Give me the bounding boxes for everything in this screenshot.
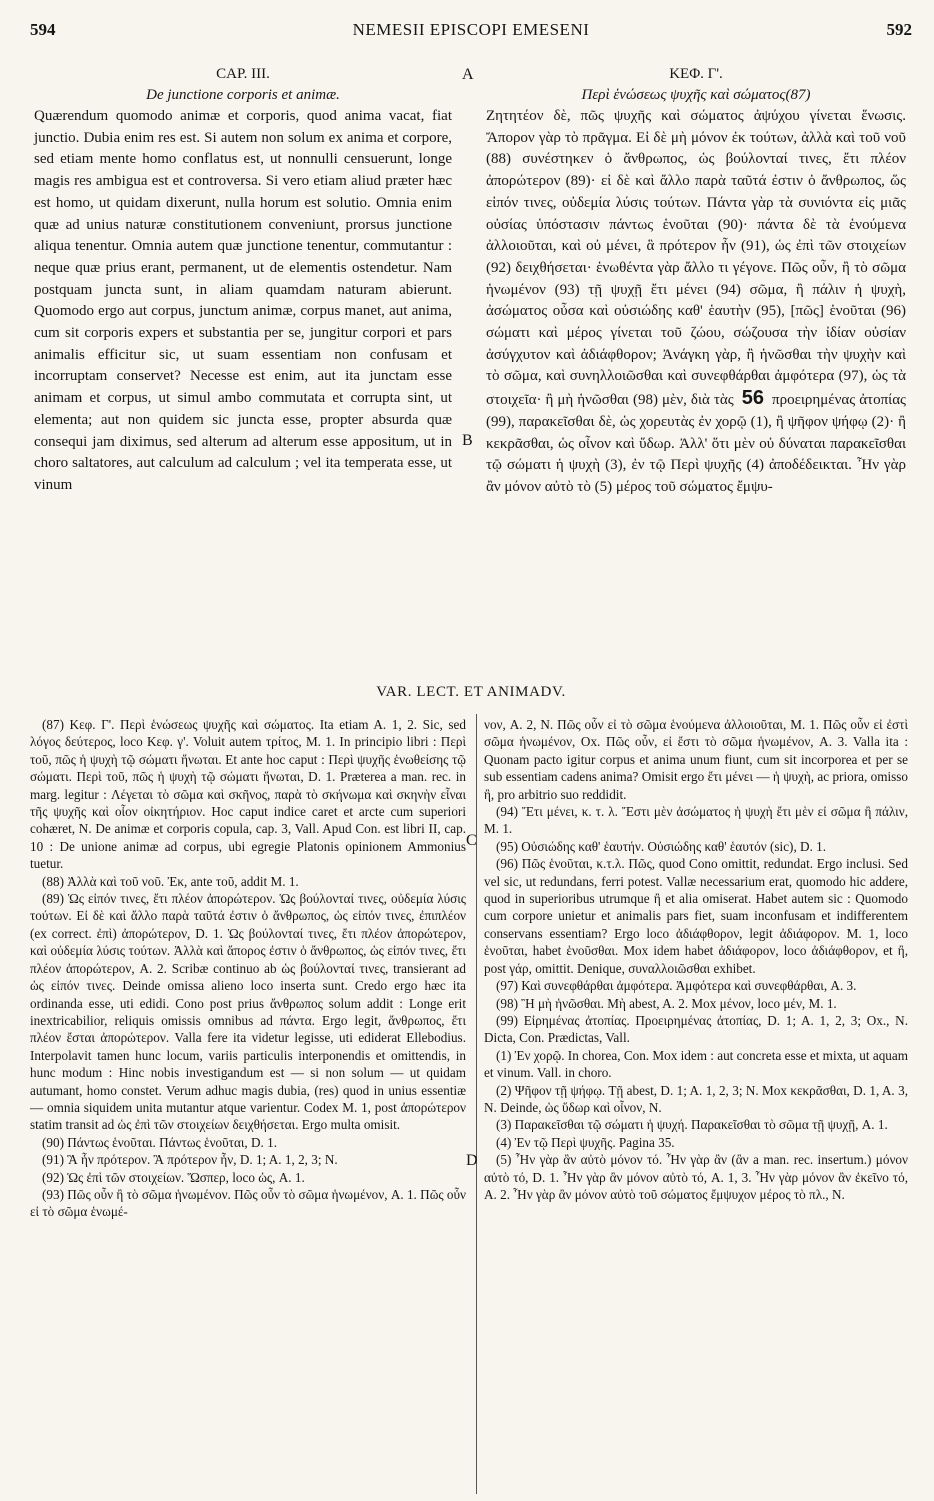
page-number-right: 592 <box>886 20 912 39</box>
note-98: (98) Ἢ μὴ ἡνῶσθαι. Μὴ abest, A. 2. Mox μένον, loco μέν, M. 1. <box>496 995 837 1011</box>
note-1: (1) Ἐν χορῷ. In chorea, Con. Mox idem : aut concreta esse et mixta, ut aquam et vinum. Vall. in choro. <box>484 1047 909 1081</box>
greek-text-part-1: Ζητητέον δὲ, πῶς ψυχῆς καὶ σώματος ἀψύχου γίνεται ἕνωσις. Ἄπορον γὰρ τὸ πρᾶγμα. Εἰ δὲ μὴ μόνον ἐκ τούτων, ἀλλὰ καὶ τοῦ νοῦ (88) συνέστηκεν ὁ ἄνθρωπος, ὡς βούλονταί τινες, ἔτι πλέον ἀπορώτερον (89)· εἰ δὲ καὶ ἄλλο παρὰ ταῦτά ἐστιν ὁ ἄνθρωπος, ὥς εἰπόν τινες, οὐδεμία λύσις τούτων. Πάντα γὰρ τὰ συνιόντα εἰς μιᾶς οὐσίας ὑπόστασιν πάντως ἑνοῦται (90)· πάντα δὲ τὰ ἑνούμενα ἀλλοιοῦται, καὶ οὐ μένει, ἃ πρότερον ἦν (91), ὡς ἐπὶ τῶν στοιχείων (92) δειχθήσεται· ἑνωθέντα γὰρ ἄλλο τι γέγονε. Πῶς οὖν, ἢ τὸ σῶμα ἡνωμένον (93) τῇ ψυχῇ ἔτι μένει (94) σῶμα, ἢ πάλιν ἡ ψυχὴ, ἀσώματος οὖσα καὶ οὐσιώδης καθ' ἑαυτὴν (95), [πῶς] ἑνοῦται (96) σώματι καὶ μέρος γίνεται τοῦ ζώου, σώζουσα τὴν ἰδίαν οὐσίαν ἀσύγχυτον καὶ ἀδιάφθορον; Ἀνάγκη γὰρ, ἢ ἡνῶσθαι τὴν ψυχὴν καὶ τὸ σῶμα, καὶ συνηλλοιῶσθαι καὶ συνεφθάρθαι ἀμφότερα (97), ὡς τὰ στοιχεῖα· ἢ μὴ ἡνῶσθαι (98) μὲν, διὰ τὰς <box>486 108 906 409</box>
note-3: (3) Παρακεῖσθαι τῷ σώματι ἡ ψυχή. Παρακεῖσθαι τὸ σῶμα τῇ ψυχῇ, A. 1. <box>496 1117 888 1133</box>
greek-text-part-2: προειρημένας ἀτοπίας (99), παρακεῖσθαι δὲ, ὡς χορευτὰς ἐν χορῷ (1), ἢ ψῆφον ψήφῳ (2)· ἢ κεκρᾶσθαι, ὡς οἶνον καὶ ὕδωρ. Ἀλλ' ὅτι μὲν οὐ δύναται παρακεῖσθαι τῷ σώματι ἡ ψυχὴ (3), ἐν τῷ Περὶ ψυχῆς (4) ἀποδέδεικται. Ἦν γὰρ ἂν μόνον αὐτὸ τὸ (5) μέρος τοῦ σώματος ἔμψυ- <box>486 392 906 495</box>
note-99: (99) Εἰρημένας ἀτοπίας. Προειρημένας ἀτοπίας, D. 1; A. 1, 2, 3; Ox., N. Dicta, Con. Prædictas, Vall. <box>484 1012 908 1046</box>
latin-column <box>34 64 452 497</box>
page-header <box>30 14 912 44</box>
section-marker-c: C <box>466 832 477 849</box>
note-2: (2) Ψῆφον τῇ ψήφῳ. Τῇ abest, D. 1; A. 1, 2, 3; N. Mox κεκρᾶσθαι, D. 1, A. 3, N. Deinde, ὡς ὕδωρ καὶ οἶνον, N. <box>484 1082 908 1115</box>
note-97: (97) Καὶ συνεφθάρθαι ἀμφότερα. Ἀμφότερα καὶ συνεφθάρθαι, A. 3. <box>496 978 857 994</box>
greek-body-text <box>486 106 906 499</box>
note-95: (95) Οὐσιώδης καθ' ἑαυτήν. Οὐσιώδης καθ' ἑαυτόν (sic), D. 1. <box>496 838 827 854</box>
note-90: (90) Πάντως ἑνοῦται. Πάντως ἑνοῦται, D. 1. <box>42 1134 278 1150</box>
notes-left-column <box>30 716 466 1221</box>
note-94: (94) Ἔτι μένει, κ. τ. λ. Ἔστι μὲν ἀσώματος ἡ ψυχὴ ἔτι μὲν εἰ σῶμα ἢ πάλιν, M. 1. <box>484 804 908 837</box>
greek-chapter-heading: ΚΕΦ. Γ'. <box>669 66 723 82</box>
notes-right-column <box>484 716 908 1203</box>
page-mark: 56 <box>741 387 764 410</box>
page-number-left: 594 <box>30 20 56 39</box>
section-marker-a: A <box>462 66 474 83</box>
note-92: (92) Ὡς ἐπὶ τῶν στοιχείων. Ὥσπερ, loco ὡς, A. 1. <box>42 1169 305 1185</box>
latin-body-text: Quærendum quomodo animæ et corporis, quod anima vacat, fiat junctio. Dubia enim res est. Si autem non solum ex anima et corpore, sed etiam mente homo conflatus est, ut nonnulli censuerunt, longe magis res ambigua est et controversa. Si vero etiam aliud præter hæc est homo, ut quidam dixerunt, nulla horum est solutio. Omnia enim quæ ad unius naturæ constitutionem conveniunt, prorsus junctione aliqua tenentur. Omnia autem quæ junctione tenentur, commutantur : neque quæ prius erant, permanent, ut de elementis ostendetur. Nam postquam juncta sunt, in aliam quamdam naturam abierunt. Quomodo ergo aut corpus, junctum animæ, corpus manet, aut anima, cum sit corporis expers et substantia per se, jungitur corpori et pars animalis efficitur sic, ut suam essentiam non confusam et incorruptam conservet? Necesse est enim, aut ita junctam esse animam et corpus, ut simul ambo commutata et corrupta sint, ut elementa; aut non quidem sic juncta esse, propter absurda quæ consequi jam diximus, sed alterum ad alterum esse appositum, ut in choro saltatores, aut calculum ad calculum ; vel ita temperata esse, ut vinum <box>34 108 452 493</box>
note-89: (89) Ὡς εἰπόν τινες, ἔτι πλέον ἀπορώτερον. Ὡς βούλονταί τινες, οὐδεμία λύσις τούτων. Εἰ δὲ καὶ ἄλλο παρὰ ταῦτά ἐστιν ὁ ἄνθρωπος, ὡς εἰπόν τινες, ἐπιπλέον (ex correct. ἐπὶ) ἀπορώτερον, D. 1. Ὡς βούλονταί τινες, ἔτι πλέον ἀπορώτερον, καὶ οὐδεμία λύσις τούτων. Ἀλλὰ καὶ ἄπορος ἐστιν ὁ ἄνθρωπος, ὡς εἰπόν τινες, ἔτι πλέον ἀπορώτερον, A. 2. Scribæ continuo ab ὡς βούλονταί τινες, transierant ad ὡς εἰπόν τινες. Deinde omissa alieno loco inserta sunt. Credo ergo hæc ita ordinanda esse, uti edidi. Cono post prius ἄνθρωπος solum addit : Longe erit inextricabilior, reliquis omissis omnibus ad πάντα. Ergo legit, ἄνθρωπος, ἔτι πλέον ἔσται ἀπορώτερον. Valla fere ita videtur legisse, uti ediderat Ellebodius. Interpolavit tamen hunc locum, variis particulis interponendis et omittendis, in hunc modum : Hinc nobis investigandum est — si non solum — ut quidam autumant, homo constet. Verum adhuc magis dubia, (res) quod in unius essentiæ — omnia siquidem unita mutantur atque varientur. Codex M. 1, post ἀπορώτερον statim transit ad ὡς ἐπὶ τῶν στοιχείων δειχθήσεται. Ergo multa omisit. <box>30 891 466 1133</box>
note-4: (4) Ἐν τῷ Περὶ ψυχῆς. Pagina 35. <box>496 1134 675 1150</box>
note-96: (96) Πῶς ἑνοῦται, κ.τ.λ. Πῶς, quod Cono omittit, redundat. Ergo inclusi. Sed vel sic, ut redundans, ferri potest. Vallæ necessarium erat, quomodo hic addere, quod in superioribus utrumque ἢ et alia omiserat. Habet autem sic : Quomodo cum corpore unietur et animalis pars fiet, suam inconfusam et indifferentem conservans essentiam? Ergo loco ἀδιάφθορον, legit ἀδιάφορον. M. 1, loco ἑνοῦται, habet ἑνοῦσθαι. Mox idem habet ἀδιάφορον, loco ἀδιάφθορον, et ἢ, post γάρ, omittit. Denique, συναλλοιῶσθαι exhibet. <box>484 856 908 976</box>
latin-chapter-heading: CAP. III. <box>216 66 270 82</box>
note-5: (5) Ἦν γὰρ ἂν αὐτὸ μόνον τό. Ἦν γὰρ ἂν (ἂν a man. rec. insertum.) μόνον αὐτὸ τό, D. 1. Ἦν γὰρ ἂν μόνον αὐτὸ τό, A. 1, 3. Ἦν γὰρ μόνον ἂν ἐκεῖνο τό, A. 2. Ἦν γὰρ ἂν μόνον αὐτὸ τοῦ σώματος ἔμψυχον μέρος τὸ πλ., N. <box>484 1152 908 1202</box>
section-marker-d: D <box>466 1152 478 1169</box>
running-title: NEMESII EPISCOPI EMESENI <box>352 20 590 39</box>
note-88: (88) Ἀλλὰ καὶ τοῦ νοῦ. Ἐκ, ante τοῦ, addit M. 1. <box>42 873 299 889</box>
note-93: (93) Πῶς οὖν ἢ τὸ σῶμα ἡνωμένον. Πῶς οὖν τὸ σῶμα ἡνωμένον, A. 1. Πῶς οὖν εἰ τὸ σῶμα ἑνωμέ- <box>30 1186 466 1220</box>
notes-column-rule <box>476 714 477 1494</box>
notes-heading <box>30 684 912 708</box>
note-93-continued: νον, A. 2, N. Πῶς οὖν εἰ τὸ σῶμα ἑνούμενα ἀλλοιοῦται, M. 1. Πῶς οὖν εἰ ἐστὶ σῶμα ἡνωμένον, Ox. Πῶς οὖν, εἰ ἔστι τὸ σῶμα ἡνωμένον, A. 3. Valla ita : Quonam pacto igitur corpus et anima unum fiunt, cum sit incorporea et per se sub essentiam cadens anima? Omisit ergo ἔτι μένει — ἡ ψυχὴ, ac priora, omisso ἢ, pro arbitrio suo reddidit. <box>484 717 908 802</box>
note-87: (87) Κεφ. Γ'. Περὶ ἑνώσεως ψυχῆς καὶ σώματος. Ita etiam A. 1, 2. Sic, sed λόγος δεύτερος, loco Κεφ. γ'. Voluit autem τρίτος, M. 1. In principio libri : Περὶ τοῦ, πῶς ἡ ψυχὴ τῷ σώματι ἥνωται. Et ante hoc caput : Περὶ ψυχῆς ἑνωθείσης τῷ σώματι. Περὶ τοῦ, πῶς ἡ ψυχὴ τῷ σώματι ἥνωται, D. 1. Præterea a man. rec. in marg. legitur : Λέγεται τὸ σῶμα καὶ σκῆνος, παρὰ τὸ σκήνωμα καὶ σκηνὴν εἶναι τῆς ψυχῆς καὶ οἷον οἰκητήριον. Hoc caput indice caret et arcte cum superiori cohæret, N. De animæ et corporis copula, cap. 3, Vall. Apud Con. est libri II, cap. 10 : De unione animæ ad corpus, ubi egregie Platonis opinionem Ammonius tuetur. <box>30 717 466 872</box>
note-91: (91) Ἃ ἦν πρότερον. Ἃ πρότερον ἦν, D. 1; A. 1, 2, 3; N. <box>42 1152 338 1168</box>
greek-chapter-subtitle: Περὶ ἑνώσεως ψυχῆς καὶ σώματος(87) <box>581 87 811 103</box>
notes-heading-text: VAR. LECT. ET ANIMADV. <box>376 684 566 700</box>
greek-column <box>486 64 906 499</box>
latin-chapter-subtitle: De junctione corporis et animæ. <box>146 87 340 103</box>
section-marker-b: B <box>462 432 473 449</box>
